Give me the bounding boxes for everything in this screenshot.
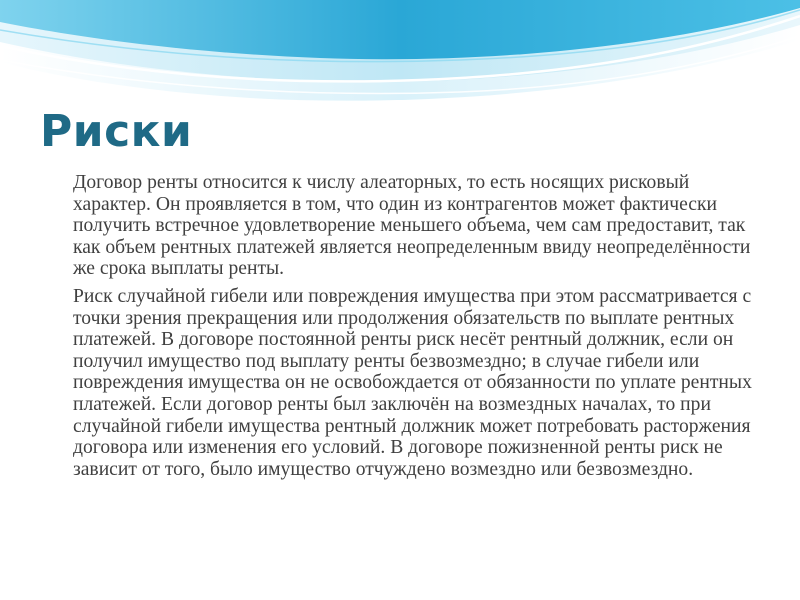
paragraph-aleatory: Договор ренты относится к числу алеаторных, то есть носящих рисковый характер. Он проявляется в том, что один из контрагентов может фактически получить встречное удовлетворение меньшего объема, чем сам предоставит, так как объем рентных платежей является неопределенным ввиду неопределённости же срока выплаты ренты. <box>73 172 751 280</box>
slide-title: Риски <box>40 106 193 157</box>
slide-body <box>73 172 763 486</box>
paragraph-risk-of-loss: Риск случайной гибели или повреждения имущества при этом рассматривается с точки зрения прекращения или продолжения обязательств по выплате рентных платежей. В договоре постоянной ренты риск несёт рентный должник, если он получил имущество под выплату ренты безвозмездно; в случае гибели или повреждения имущества он не освобождается от обязанности по уплате рентных платежей. Если договор ренты был заключён на возмездных началах, то при случайной гибели имущества рентный должник может потребовать расторжения договора или изменения его условий. В договоре пожизненной ренты риск не зависит от того, было имущество отчуждено возмездно или безвозмездно. <box>73 285 752 480</box>
wave-decoration <box>0 0 800 110</box>
